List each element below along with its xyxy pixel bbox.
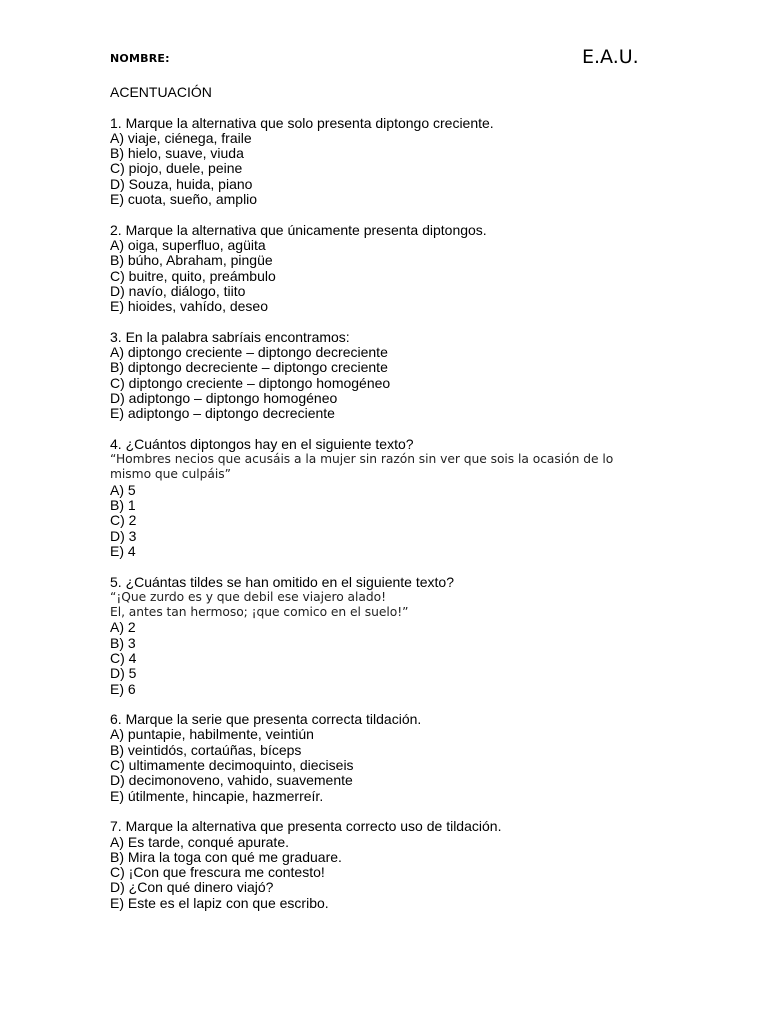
answer-option: C) piojo, duele, peine — [110, 160, 243, 177]
answer-option: C) 2 — [110, 512, 137, 529]
answer-option: D) decimonoveno, vahido, suavemente — [110, 772, 353, 789]
answer-option: D) adiptongo – diptongo homogéneo — [110, 389, 338, 406]
answer-option: A) oiga, superfluo, agüita — [110, 236, 266, 253]
answer-option: B) 1 — [110, 497, 136, 514]
answer-option: B) 3 — [110, 634, 136, 651]
question-prompt: 4. ¿Cuántos diptongos hay en el siguiente texto? — [110, 435, 414, 452]
answer-option: D) 3 — [110, 527, 137, 544]
header-code: E.A.U. — [582, 46, 639, 68]
answer-option: E) cuota, sueño, amplio — [110, 191, 258, 208]
answer-option: A) diptongo creciente – diptongo decreciente — [110, 344, 388, 361]
answer-option: C) ¡Con que frescura me contesto! — [110, 864, 325, 881]
question-5 — [110, 575, 650, 697]
question-prompt: 6. Marque la serie que presenta correcta tildación. — [110, 711, 422, 728]
question-prompt: 3. En la palabra sabríais encontramos: — [110, 328, 350, 345]
answer-option: D) 5 — [110, 665, 137, 682]
question-4 — [110, 437, 650, 559]
answer-option: B) búho, Abraham, pingüe — [110, 252, 273, 269]
exam-content — [110, 85, 650, 926]
answer-option: B) diptongo decreciente – diptongo creciente — [110, 359, 388, 376]
question-prompt: 7. Marque la alternativa que presenta correcto uso de tildación. — [110, 818, 502, 835]
answer-option: A) Es tarde, conqué apurate. — [110, 833, 289, 850]
question-prompt: 1. Marque la alternativa que solo presenta diptongo creciente. — [110, 114, 494, 131]
question-1 — [110, 116, 650, 208]
answer-option: A) puntapie, habilmente, veintiún — [110, 726, 314, 743]
question-prompt: 2. Marque la alternativa que únicamente presenta diptongos. — [110, 221, 487, 238]
answer-option: E) 6 — [110, 680, 136, 697]
answer-option: D) navío, diálogo, tiito — [110, 282, 246, 299]
section-title: ACENTUACIÓN — [110, 84, 212, 100]
answer-option: B) hielo, suave, viuda — [110, 145, 244, 162]
answer-option: A) viaje, ciénega, fraile — [110, 129, 252, 146]
name-label: NOMBRE: — [110, 52, 170, 65]
answer-option: C) buitre, quito, preámbulo — [110, 267, 276, 284]
quoted-text-line: “Hombres necios que acusáis a la mujer sin razón sin ver que sois la ocasión de lo — [110, 452, 614, 467]
answer-option: A) 2 — [110, 619, 136, 636]
question-list — [110, 116, 650, 911]
answer-option: C) diptongo creciente – diptongo homogéneo — [110, 374, 391, 391]
answer-option: D) Souza, huida, piano — [110, 175, 253, 192]
answer-option: B) Mira la toga con qué me graduare. — [110, 848, 342, 865]
answer-option: C) 4 — [110, 649, 137, 666]
quoted-text-line: “¡Que zurdo es y que debil ese viajero alado! — [110, 589, 387, 604]
answer-option: D) ¿Con qué dinero viajó? — [110, 879, 274, 896]
question-2 — [110, 223, 650, 315]
quoted-text-line: mismo que culpáis” — [110, 467, 231, 482]
answer-option: E) adiptongo – diptongo decreciente — [110, 405, 335, 422]
question-6 — [110, 712, 650, 804]
quoted-text-line: El, antes tan hermoso; ¡que comico en el suelo!” — [110, 605, 409, 620]
answer-option: A) 5 — [110, 481, 136, 498]
answer-option: B) veintidós, cortaúñas, bíceps — [110, 741, 302, 758]
answer-option: E) 4 — [110, 542, 136, 559]
question-prompt: 5. ¿Cuántas tildes se han omitido en el siguiente texto? — [110, 573, 454, 590]
answer-option: E) hioides, vahído, deseo — [110, 298, 268, 315]
question-7 — [110, 819, 650, 911]
answer-option: E) Este es el lapiz con que escribo. — [110, 894, 329, 911]
answer-option: C) ultimamente decimoquinto, dieciseis — [110, 757, 354, 774]
answer-option: E) útilmente, hincapie, hazmerreír. — [110, 787, 324, 804]
question-3 — [110, 330, 650, 422]
